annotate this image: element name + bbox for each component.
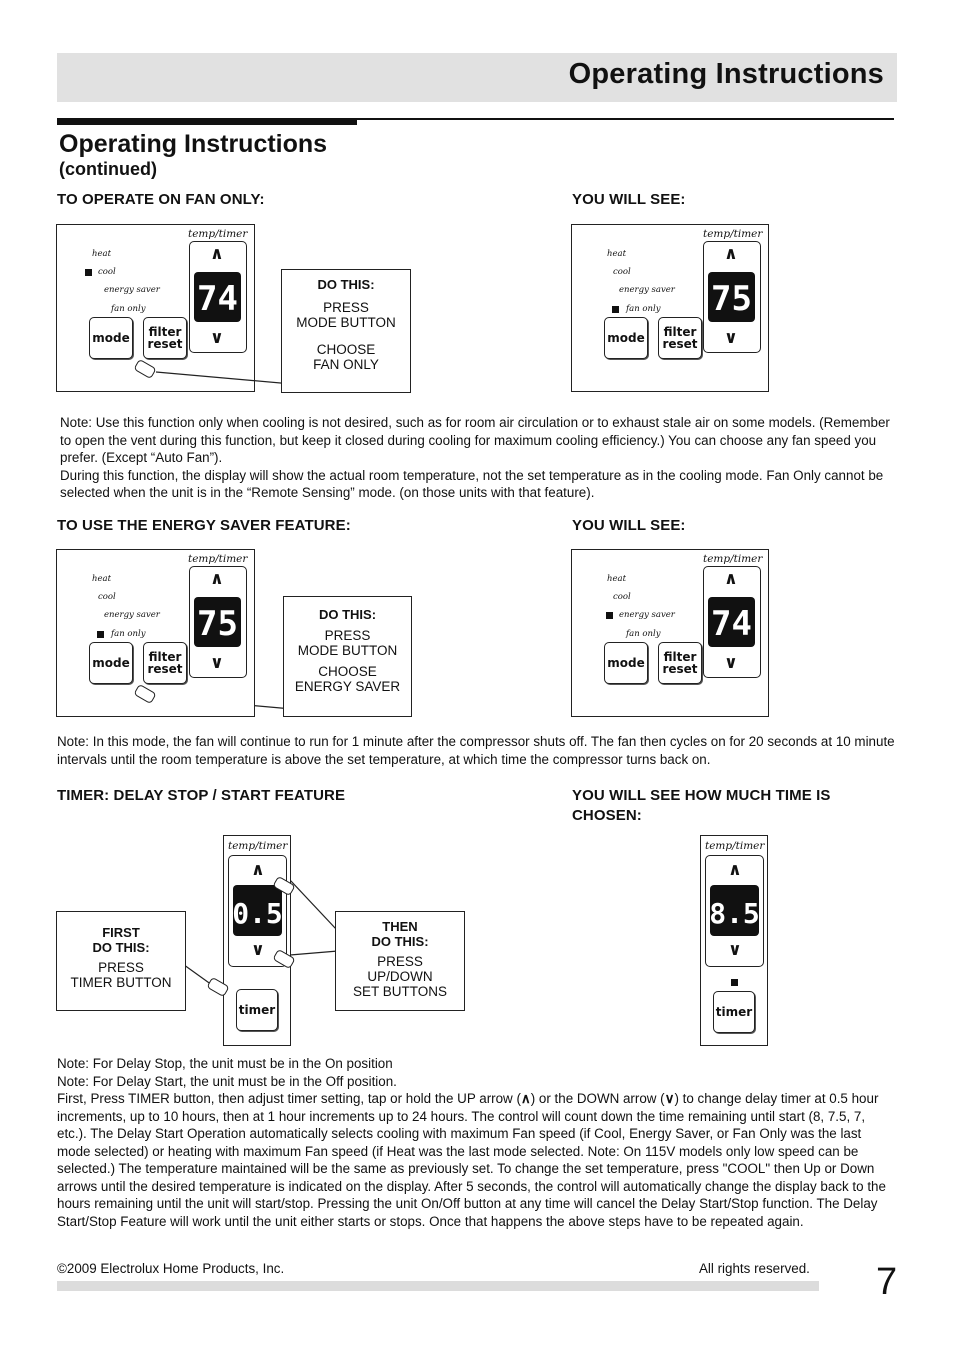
energy-saver-label: energy saver	[619, 610, 675, 620]
callout-line: CHOOSE	[316, 342, 376, 357]
callout-title: THEN	[382, 919, 418, 934]
footer-bar	[57, 1281, 819, 1291]
fan-only-heading: TO OPERATE ON FAN ONLY:	[57, 191, 265, 208]
timer-button[interactable]: timer	[713, 991, 755, 1033]
footer-copyright: ©2009 Electrolux Home Products, Inc.	[57, 1261, 285, 1276]
fan-only-label: fan only	[626, 304, 661, 314]
display-value: 0.5	[233, 897, 282, 930]
timer-panel-before	[223, 835, 291, 1046]
callout-line: ENERGY SAVER	[294, 679, 401, 694]
temp-timer-controls	[705, 855, 764, 967]
fan-only-label: fan only	[111, 629, 146, 639]
up-arrow-button[interactable]: ∧	[210, 569, 224, 589]
callout-line: MODE BUTTON	[297, 643, 398, 658]
control-panel-fan-after	[571, 224, 769, 392]
reset-label: reset	[662, 337, 698, 351]
fan-only-note	[60, 414, 895, 502]
callout-line: PRESS	[377, 954, 423, 969]
display-value: 75	[711, 279, 752, 319]
led-display	[194, 272, 241, 322]
timer-button[interactable]: timer	[236, 989, 278, 1031]
led-digits	[194, 597, 241, 647]
pointing-hand-icon	[206, 977, 229, 997]
led-display	[710, 885, 759, 936]
callout-line: PRESS	[324, 628, 371, 643]
control-panel-energy-before	[56, 549, 255, 717]
section-divider-accent	[57, 118, 357, 125]
up-arrow-button[interactable]: ∧	[210, 244, 224, 264]
page-header-title: Operating Instructions	[568, 58, 884, 90]
callout-title: DO THIS:	[371, 934, 429, 949]
up-arrow-button[interactable]: ∧	[251, 860, 265, 880]
callout-title: FIRST	[102, 925, 140, 940]
callout-line: PRESS	[98, 960, 144, 975]
energy-saver-heading: TO USE THE ENERGY SAVER FEATURE:	[57, 517, 351, 534]
reset-label: reset	[147, 662, 183, 676]
fan-only-instructions-box	[281, 269, 411, 393]
temp-timer-label: temp/timer	[188, 553, 248, 565]
timer-notes	[57, 1055, 897, 1230]
section-title: Operating Instructions	[59, 130, 328, 158]
display-value: 74	[197, 279, 238, 319]
up-arrow-icon: ∧	[520, 1091, 531, 1106]
page-number: 7	[876, 1261, 898, 1303]
heat-label: heat	[607, 249, 626, 259]
reset-label: reset	[662, 662, 698, 676]
down-arrow-icon: ∨	[664, 1091, 675, 1106]
mode-indicator-fan-only	[612, 306, 619, 313]
timer-see-heading-line2: CHOSEN:	[572, 807, 642, 824]
callout-line: MODE BUTTON	[296, 315, 396, 330]
temp-timer-controls	[189, 566, 247, 678]
temp-timer-controls	[703, 566, 761, 678]
fan-only-label: fan only	[111, 304, 146, 314]
callout-line: PRESS	[323, 300, 369, 315]
cool-label: cool	[613, 267, 631, 277]
timer-indicator	[731, 979, 738, 986]
up-arrow-button[interactable]: ∧	[728, 860, 742, 880]
energy-saver-see-heading: YOU WILL SEE:	[572, 517, 686, 534]
mode-indicator-fan-only	[97, 631, 104, 638]
cool-label: cool	[613, 592, 631, 602]
temp-timer-label: temp/timer	[705, 840, 765, 852]
pointing-hand-icon	[133, 684, 156, 704]
filter-reset-button[interactable]	[658, 642, 702, 684]
heat-label: heat	[92, 574, 111, 584]
up-arrow-button[interactable]: ∧	[724, 244, 738, 264]
control-panel-energy-after	[571, 549, 769, 717]
energy-saver-label: energy saver	[104, 610, 160, 620]
timer-instructions-paragraph	[57, 1090, 897, 1230]
cool-label: cool	[98, 592, 116, 602]
note-paragraph: Note: Use this function only when cooling is not desired, such as for room air circulation or to exhaust stale air on some models. (Remember to open the vent during this function, but keep it closed during cooling for maximum cooling efficiency.) You can choose any fan speed you prefer. (Except “Auto Fan”).	[60, 415, 890, 465]
display-value: 8.5	[710, 897, 759, 930]
callout-title: DO THIS:	[317, 277, 375, 292]
heat-label: heat	[92, 249, 111, 259]
down-arrow-button[interactable]: ∨	[724, 653, 738, 673]
footer-rights: All rights reserved.	[699, 1261, 810, 1276]
timer-panel-after	[700, 835, 768, 1046]
paragraph-text: ) or the DOWN arrow (	[530, 1091, 665, 1106]
mode-button[interactable]: mode	[604, 642, 648, 684]
mode-button[interactable]: mode	[89, 317, 133, 359]
timer-then-instructions-box	[335, 911, 465, 1011]
callout-title: DO THIS:	[92, 940, 150, 955]
fan-only-see-heading: YOU WILL SEE:	[572, 191, 686, 208]
section-subtitle: (continued)	[59, 159, 157, 179]
energy-saver-note: Note: In this mode, the fan will continue to run for 1 minute after the compressor shuts off. The fan then cycles on for 20 seconds at 10 minute intervals until the room temperature is above the set temperature, at which time the compressor turns back on.	[57, 734, 895, 767]
callout-line: TIMER BUTTON	[70, 975, 172, 990]
temp-timer-label: temp/timer	[703, 228, 763, 240]
temp-timer-label: temp/timer	[228, 840, 288, 852]
led-digits	[710, 885, 759, 936]
heat-label: heat	[607, 574, 626, 584]
cool-label: cool	[98, 267, 116, 277]
mode-button[interactable]: mode	[89, 642, 133, 684]
temp-timer-controls	[189, 241, 247, 353]
led-digits	[233, 885, 282, 936]
down-arrow-button[interactable]: ∨	[210, 328, 224, 348]
filter-reset-button[interactable]	[658, 317, 702, 359]
timer-first-instructions-box	[56, 911, 186, 1011]
led-display	[708, 597, 755, 647]
filter-reset-button[interactable]	[143, 317, 187, 359]
paragraph-text: First, Press TIMER button, then adjust timer setting, tap or hold the UP arrow (	[57, 1091, 521, 1106]
control-panel-fan-before	[56, 224, 255, 392]
mode-indicator-energy-saver	[606, 612, 613, 619]
callout-line: SET BUTTONS	[352, 984, 448, 999]
display-value: 75	[197, 604, 238, 644]
led-display	[194, 597, 241, 647]
mode-button[interactable]: mode	[604, 317, 648, 359]
note-paragraph: During this function, the display will show the actual room temperature, not the set temperature as in the cooling mode. Fan Only cannot be selected when the unit is in the “Remote Sensing” mode. (on those units with that feature).	[60, 467, 884, 500]
led-digits	[708, 597, 755, 647]
reset-label: reset	[147, 337, 183, 351]
energy-saver-label: energy saver	[104, 285, 160, 295]
down-arrow-button[interactable]: ∨	[251, 940, 265, 960]
pointing-hand-icon	[133, 359, 156, 379]
callout-title: DO THIS:	[318, 607, 377, 622]
note-line: Note: For Delay Start, the unit must be in the Off position.	[57, 1073, 397, 1089]
up-arrow-button[interactable]: ∧	[724, 569, 738, 589]
timer-see-heading-line1: YOU WILL SEE HOW MUCH TIME IS	[572, 787, 831, 804]
callout-line: CHOOSE	[318, 664, 377, 679]
temp-timer-controls	[703, 241, 761, 353]
filter-label: filter	[148, 325, 182, 339]
down-arrow-button[interactable]: ∨	[210, 653, 224, 673]
note-line: Note: For Delay Stop, the unit must be in the On position	[57, 1056, 393, 1071]
filter-label: filter	[148, 650, 182, 664]
down-arrow-button[interactable]: ∨	[728, 940, 742, 960]
paragraph-text: ) to change delay timer at 0.5 hour increments, up to 10 hours, then at 1 hour increments up to 24 hours. The control will count down the time remaining until start (8, 7.5, 7, etc.). The Delay Start Operation automatically selects cooling with maximum Fan speed (if Cool, Energy Saver, or Fan Only was the last mode selected) or heating with maximum Fan speed (if Heat was the last mode selected. Note: On 115V models only low speed can be selected.) The temperature maintained will be the same as previously set. To change the set temperature, press "COOL" then Up or Down arrows until the desired temperature is indicated on the display. After 5 seconds, the control will automatically change the display back to the hours remaining until the unit will start/stop. Pressing the unit On/Off button at any time will cancel the Delay Start/Stop function. The Delay Start/Stop Feature will work until the unit either starts or stops. Once that happens the above steps have to be repeated again.	[57, 1091, 886, 1229]
energy-saver-instructions-box	[283, 596, 412, 717]
temp-timer-label: temp/timer	[703, 553, 763, 565]
filter-reset-button[interactable]	[143, 642, 187, 684]
filter-label: filter	[663, 650, 697, 664]
led-display	[708, 272, 755, 322]
fan-only-label: fan only	[626, 629, 661, 639]
led-digits	[194, 272, 241, 322]
display-value: 74	[711, 604, 752, 644]
led-digits	[708, 272, 755, 322]
callout-line: UP/DOWN	[367, 969, 433, 984]
led-display	[233, 885, 282, 936]
temp-timer-label: temp/timer	[188, 228, 248, 240]
timer-heading: TIMER: DELAY STOP / START FEATURE	[57, 787, 346, 804]
down-arrow-button[interactable]: ∨	[724, 328, 738, 348]
mode-indicator-cool	[85, 269, 92, 276]
energy-saver-label: energy saver	[619, 285, 675, 295]
callout-line: FAN ONLY	[313, 357, 379, 372]
filter-label: filter	[663, 325, 697, 339]
